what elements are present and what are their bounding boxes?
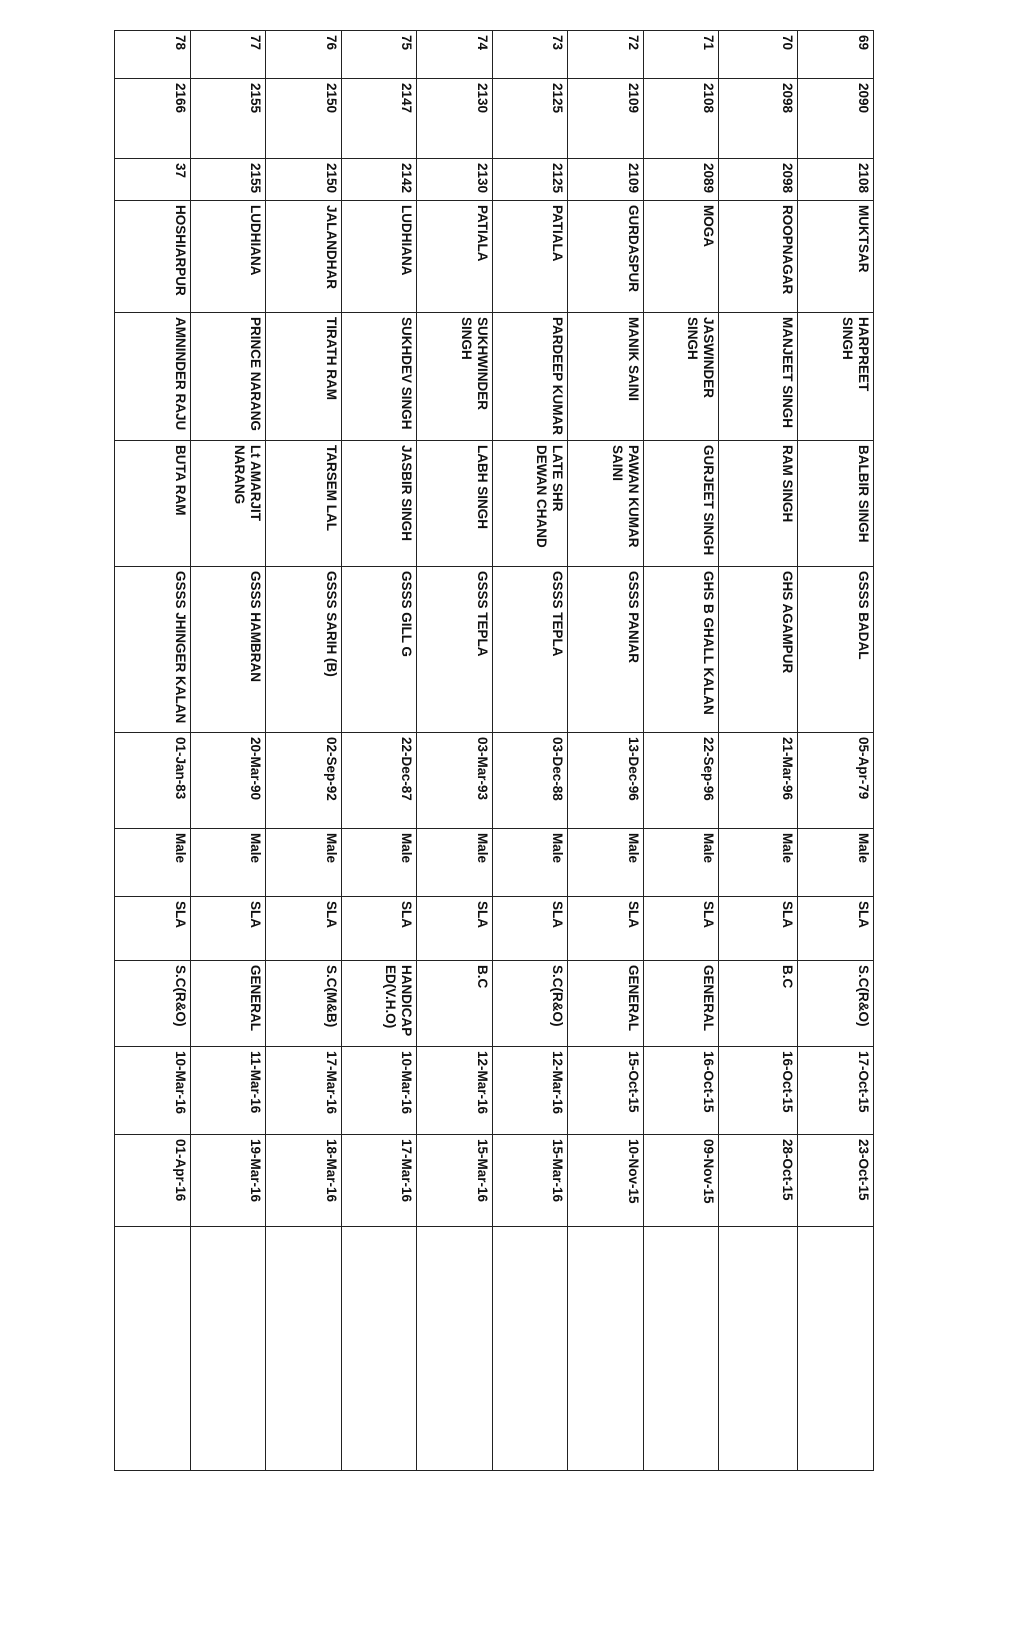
date-cell: 10-Mar-16 xyxy=(115,1047,191,1135)
district-cell: JALANDHAR xyxy=(266,201,342,313)
code-cell: 37 xyxy=(115,159,191,201)
school-cell: GSSS TEPLA xyxy=(417,567,493,733)
date-cell: 12-Mar-16 xyxy=(492,1047,568,1135)
date-cell: 10-Mar-16 xyxy=(341,1047,417,1135)
name-cell: SUKHWINDER SINGH xyxy=(417,313,493,441)
date-cell: 15-Mar-16 xyxy=(492,1135,568,1227)
post-cell: SLA xyxy=(115,897,191,961)
id-cell: 2109 xyxy=(568,79,644,159)
serial-cell: 70 xyxy=(719,31,798,79)
name-cell: PARDEEP KUMAR xyxy=(492,313,568,441)
date-cell: 28-Oct-15 xyxy=(719,1135,798,1227)
staff-roster-table xyxy=(114,30,874,1471)
dob-cell: 22-Dec-87 xyxy=(341,733,417,829)
post-cell: SLA xyxy=(190,897,266,961)
serial-cell: 73 xyxy=(492,31,568,79)
father-name-cell: RAM SINGH xyxy=(719,441,798,567)
date-cell: 12-Mar-16 xyxy=(417,1047,493,1135)
id-cell: 2090 xyxy=(798,79,874,159)
gender-cell: Male xyxy=(568,829,644,897)
father-name-cell: LATE SHR DEWAN CHAND xyxy=(492,441,568,567)
post-cell: SLA xyxy=(643,897,719,961)
gender-cell: Male xyxy=(266,829,342,897)
table-row xyxy=(719,31,798,1471)
name-cell: TIRATH RAM xyxy=(266,313,342,441)
category-cell: HANDICAP ED(V.H.O) xyxy=(341,961,417,1047)
post-cell: SLA xyxy=(266,897,342,961)
serial-cell: 72 xyxy=(568,31,644,79)
date-cell: 17-Mar-16 xyxy=(341,1135,417,1227)
school-cell: GSSS SARIH (B) xyxy=(266,567,342,733)
dob-cell: 02-Sep-92 xyxy=(266,733,342,829)
father-name-cell: Lt AMARJIT NARANG xyxy=(190,441,266,567)
remarks-cell xyxy=(266,1227,342,1471)
code-cell: 2125 xyxy=(492,159,568,201)
code-cell: 2109 xyxy=(568,159,644,201)
serial-cell: 77 xyxy=(190,31,266,79)
id-cell: 2098 xyxy=(719,79,798,159)
serial-cell: 71 xyxy=(643,31,719,79)
date-cell: 15-Mar-16 xyxy=(417,1135,493,1227)
district-cell: HOSHIARPUR xyxy=(115,201,191,313)
dob-cell: 20-Mar-90 xyxy=(190,733,266,829)
date-cell: 10-Nov-15 xyxy=(568,1135,644,1227)
gender-cell: Male xyxy=(492,829,568,897)
code-cell: 2098 xyxy=(719,159,798,201)
rotated-table-container xyxy=(114,30,874,1470)
dob-cell: 05-Apr-79 xyxy=(798,733,874,829)
id-cell: 2130 xyxy=(417,79,493,159)
dob-cell: 03-Mar-93 xyxy=(417,733,493,829)
serial-cell: 74 xyxy=(417,31,493,79)
name-cell: SUKHDEV SINGH xyxy=(341,313,417,441)
remarks-cell xyxy=(719,1227,798,1471)
date-cell: 17-Mar-16 xyxy=(266,1047,342,1135)
category-cell: S.C(R&O) xyxy=(115,961,191,1047)
post-cell: SLA xyxy=(492,897,568,961)
remarks-cell xyxy=(190,1227,266,1471)
school-cell: GSSS TEPLA xyxy=(492,567,568,733)
name-cell: MANJEET SINGH xyxy=(719,313,798,441)
remarks-cell xyxy=(798,1227,874,1471)
category-cell: S.C(M&B) xyxy=(266,961,342,1047)
post-cell: SLA xyxy=(568,897,644,961)
father-name-cell: JASBIR SINGH xyxy=(341,441,417,567)
category-cell: B.C xyxy=(417,961,493,1047)
name-cell: HARPREET SINGH xyxy=(798,313,874,441)
remarks-cell xyxy=(492,1227,568,1471)
table-row xyxy=(417,31,493,1471)
post-cell: SLA xyxy=(417,897,493,961)
gender-cell: Male xyxy=(643,829,719,897)
table-row xyxy=(190,31,266,1471)
school-cell: GHS B GHALL KALAN xyxy=(643,567,719,733)
school-cell: GSSS JHINGER KALAN xyxy=(115,567,191,733)
date-cell: 17-Oct-15 xyxy=(798,1047,874,1135)
dob-cell: 21-Mar-96 xyxy=(719,733,798,829)
table-row xyxy=(266,31,342,1471)
category-cell: GENERAL xyxy=(643,961,719,1047)
gender-cell: Male xyxy=(115,829,191,897)
remarks-cell xyxy=(568,1227,644,1471)
serial-cell: 75 xyxy=(341,31,417,79)
table-row xyxy=(115,31,191,1471)
gender-cell: Male xyxy=(719,829,798,897)
date-cell: 16-Oct-15 xyxy=(643,1047,719,1135)
name-cell: JASWINDER SINGH xyxy=(643,313,719,441)
father-name-cell: BALBIR SINGH xyxy=(798,441,874,567)
date-cell: 18-Mar-16 xyxy=(266,1135,342,1227)
name-cell: PRINCE NARANG xyxy=(190,313,266,441)
serial-cell: 76 xyxy=(266,31,342,79)
gender-cell: Male xyxy=(190,829,266,897)
date-cell: 23-Oct-15 xyxy=(798,1135,874,1227)
date-cell: 16-Oct-15 xyxy=(719,1047,798,1135)
district-cell: LUDHIANA xyxy=(341,201,417,313)
father-name-cell: TARSEM LAL xyxy=(266,441,342,567)
id-cell: 2155 xyxy=(190,79,266,159)
id-cell: 2108 xyxy=(643,79,719,159)
father-name-cell: LABH SINGH xyxy=(417,441,493,567)
dob-cell: 22-Sep-96 xyxy=(643,733,719,829)
gender-cell: Male xyxy=(341,829,417,897)
post-cell: SLA xyxy=(798,897,874,961)
district-cell: LUDHIANA xyxy=(190,201,266,313)
district-cell: PATIALA xyxy=(417,201,493,313)
remarks-cell xyxy=(417,1227,493,1471)
table-row xyxy=(643,31,719,1471)
school-cell: GSSS GILL G xyxy=(341,567,417,733)
school-cell: GHS AGAMPUR xyxy=(719,567,798,733)
dob-cell: 01-Jan-83 xyxy=(115,733,191,829)
code-cell: 2089 xyxy=(643,159,719,201)
post-cell: SLA xyxy=(719,897,798,961)
table-row xyxy=(568,31,644,1471)
serial-cell: 69 xyxy=(798,31,874,79)
code-cell: 2130 xyxy=(417,159,493,201)
dob-cell: 03-Dec-88 xyxy=(492,733,568,829)
date-cell: 09-Nov-15 xyxy=(643,1135,719,1227)
table-body xyxy=(115,31,874,1471)
code-cell: 2142 xyxy=(341,159,417,201)
district-cell: MUKTSAR xyxy=(798,201,874,313)
code-cell: 2108 xyxy=(798,159,874,201)
code-cell: 2150 xyxy=(266,159,342,201)
category-cell: B.C xyxy=(719,961,798,1047)
father-name-cell: PAWAN KUMAR SAINI xyxy=(568,441,644,567)
name-cell: AMNINDER RAJU xyxy=(115,313,191,441)
id-cell: 2166 xyxy=(115,79,191,159)
district-cell: ROOPNAGAR xyxy=(719,201,798,313)
date-cell: 11-Mar-16 xyxy=(190,1047,266,1135)
table-row xyxy=(492,31,568,1471)
category-cell: GENERAL xyxy=(568,961,644,1047)
table-row xyxy=(341,31,417,1471)
remarks-cell xyxy=(115,1227,191,1471)
school-cell: GSSS HAMBRAN xyxy=(190,567,266,733)
id-cell: 2147 xyxy=(341,79,417,159)
father-name-cell: BUTA RAM xyxy=(115,441,191,567)
date-cell: 19-Mar-16 xyxy=(190,1135,266,1227)
id-cell: 2125 xyxy=(492,79,568,159)
category-cell: S.C(R&O) xyxy=(798,961,874,1047)
dob-cell: 13-Dec-96 xyxy=(568,733,644,829)
name-cell: MANIK SAINI xyxy=(568,313,644,441)
post-cell: SLA xyxy=(341,897,417,961)
district-cell: MOGA xyxy=(643,201,719,313)
remarks-cell xyxy=(341,1227,417,1471)
father-name-cell: GURJEET SINGH xyxy=(643,441,719,567)
district-cell: GURDASPUR xyxy=(568,201,644,313)
date-cell: 15-Oct-15 xyxy=(568,1047,644,1135)
remarks-cell xyxy=(643,1227,719,1471)
category-cell: S.C(R&O) xyxy=(492,961,568,1047)
id-cell: 2150 xyxy=(266,79,342,159)
school-cell: GSSS PANIAR xyxy=(568,567,644,733)
gender-cell: Male xyxy=(798,829,874,897)
school-cell: GSSS BADAL xyxy=(798,567,874,733)
gender-cell: Male xyxy=(417,829,493,897)
category-cell: GENERAL xyxy=(190,961,266,1047)
code-cell: 2155 xyxy=(190,159,266,201)
date-cell: 01-Apr-16 xyxy=(115,1135,191,1227)
table-row xyxy=(798,31,874,1471)
serial-cell: 78 xyxy=(115,31,191,79)
district-cell: PATIALA xyxy=(492,201,568,313)
